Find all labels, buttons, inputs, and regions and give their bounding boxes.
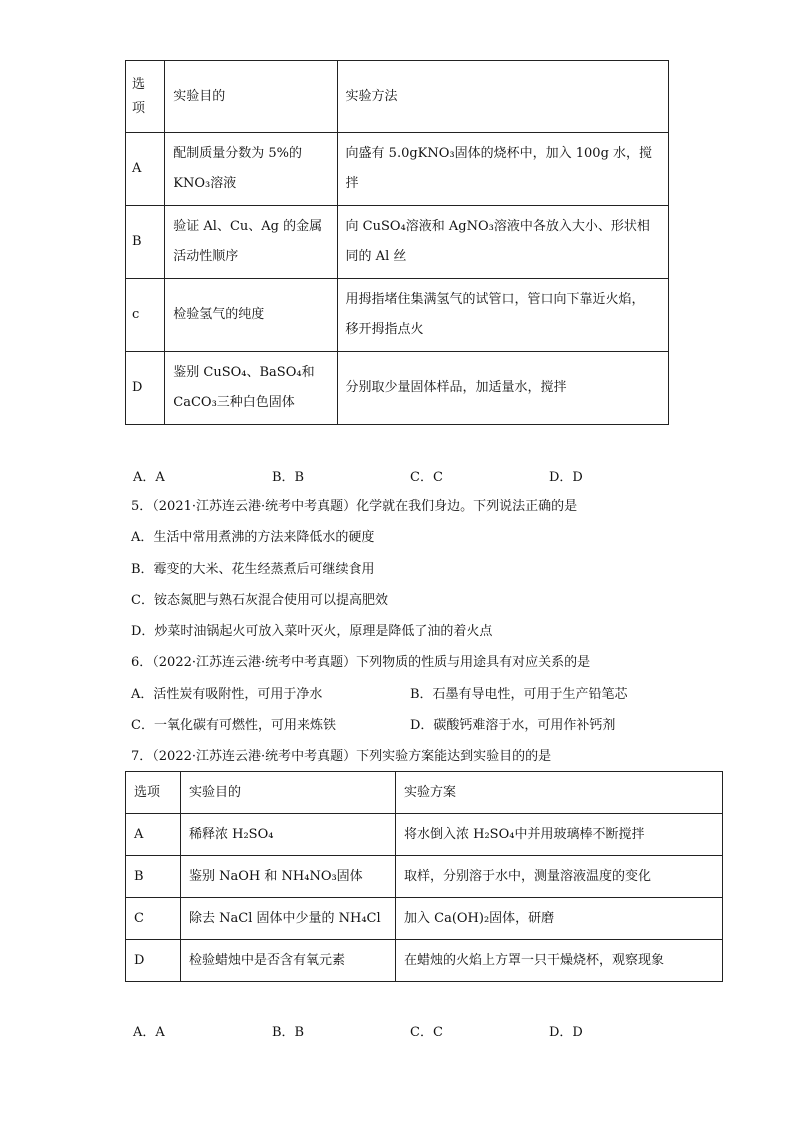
table-header-row [126, 61, 669, 133]
table-row [126, 352, 669, 425]
text-line: KNO₃溶液 [173, 176, 237, 191]
q5-stem: 5．（2021·江苏连云港·统考中考真题）化学就在我们身边。下列说法正确的是 [131, 499, 578, 514]
text-line: 用拇指堵住集满氢气的试管口，管口向下靠近火焰， [345, 292, 645, 307]
row-option: c [126, 279, 165, 352]
header-option: 选项 [126, 772, 181, 814]
row-purpose [165, 133, 337, 206]
text-line: 移开拇指点火 [345, 322, 424, 337]
q6-stem: 6．（2022·江苏连云港·统考中考真题）下列物质的性质与用途具有对应关系的是 [131, 655, 591, 670]
table-row [126, 279, 669, 352]
header-purpose: 实验目的 [181, 772, 396, 814]
option-a: A．A [133, 470, 165, 485]
table-row [126, 814, 723, 856]
option-b: B．B [272, 470, 305, 485]
text-line: 配制质量分数为 5%的 [173, 146, 303, 161]
text-line: 拌 [345, 176, 359, 191]
row-purpose [165, 206, 337, 279]
row-option: A [126, 133, 165, 206]
row-method: 取样，分别溶于水中，测量溶液温度的变化 [396, 856, 723, 898]
q6-option-a: A．活性炭有吸附性，可用于净水 [131, 687, 323, 702]
row-method: 加入 Ca(OH)₂固体，研磨 [396, 898, 723, 940]
row-purpose: 检验氢气的纯度 [165, 279, 337, 352]
text-line: 活动性顺序 [173, 249, 239, 264]
option-b: B．B [272, 1025, 305, 1040]
option-c: C．C [410, 1025, 443, 1040]
table-row [126, 856, 723, 898]
q7-stem: 7．（2022·江苏连云港·统考中考真题）下列实验方案能达到实验目的的是 [131, 749, 552, 764]
row-option: A [126, 814, 181, 856]
row-purpose: 除去 NaCl 固体中少量的 NH₄Cl [181, 898, 396, 940]
row-option: D [126, 940, 181, 982]
table-row [126, 206, 669, 279]
experiment-table-q4 [125, 60, 669, 425]
q5-option-a: A．生活中常用煮沸的方法来降低水的硬度 [131, 530, 375, 545]
row-option: B [126, 206, 165, 279]
row-option: B [126, 856, 181, 898]
row-purpose [165, 352, 337, 425]
header-purpose: 实验目的 [165, 61, 337, 133]
row-option: D [126, 352, 165, 425]
option-d: D．D [549, 1025, 583, 1040]
row-method: 在蜡烛的火焰上方罩一只干燥烧杯，观察现象 [396, 940, 723, 982]
row-method: 分别取少量固体样品，加适量水，搅拌 [337, 352, 668, 425]
text-line: CaCO₃三种白色固体 [173, 395, 295, 410]
row-method: 将水倒入浓 H₂SO₄中并用玻璃棒不断搅拌 [396, 814, 723, 856]
table-header-row [126, 772, 723, 814]
q6-option-d: D．碳酸钙难溶于水，可用作补钙剂 [410, 718, 616, 733]
q5-option-b: B．霉变的大米、花生经蒸煮后可继续食用 [131, 562, 375, 577]
row-method [337, 133, 668, 206]
row-purpose: 稀释浓 H₂SO₄ [181, 814, 396, 856]
row-purpose: 检验蜡烛中是否含有氧元素 [181, 940, 396, 982]
q5-option-c: C．铵态氮肥与熟石灰混合使用可以提高肥效 [131, 593, 388, 608]
row-method [337, 206, 668, 279]
text-line: 同的 Al 丝 [345, 249, 407, 264]
q5-option-d: D．炒菜时油锅起火可放入菜叶灭火，原理是降低了油的着火点 [131, 624, 493, 639]
table-row [126, 898, 723, 940]
table-row [126, 940, 723, 982]
q4-options [133, 466, 693, 486]
option-a: A．A [133, 1025, 165, 1040]
row-method [337, 279, 668, 352]
table-row [126, 133, 669, 206]
header-option: 选 项 [126, 61, 165, 133]
option-c: C．C [410, 470, 443, 485]
text-line: 鉴别 CuSO₄、BaSO₄和 [173, 365, 315, 380]
text-line: 向 CuSO₄溶液和 AgNO₃溶液中各放入大小、形状相 [345, 219, 650, 234]
row-option: C [126, 898, 181, 940]
row-purpose: 鉴别 NaOH 和 NH₄NO₃固体 [181, 856, 396, 898]
text-line: 验证 Al、Cu、Ag 的金属 [173, 219, 323, 234]
q7-options [133, 1021, 693, 1041]
q6-option-c: C．一氧化碳有可燃性，可用来炼铁 [131, 718, 336, 733]
option-d: D．D [549, 470, 583, 485]
header-method: 实验方案 [396, 772, 723, 814]
text-line: 向盛有 5.0gKNO₃固体的烧杯中，加入 100g 水，搅 [345, 146, 653, 161]
experiment-table-q7 [125, 771, 723, 982]
q6-option-b: B．石墨有导电性，可用于生产铅笔芯 [410, 687, 628, 702]
header-method: 实验方法 [337, 61, 668, 133]
